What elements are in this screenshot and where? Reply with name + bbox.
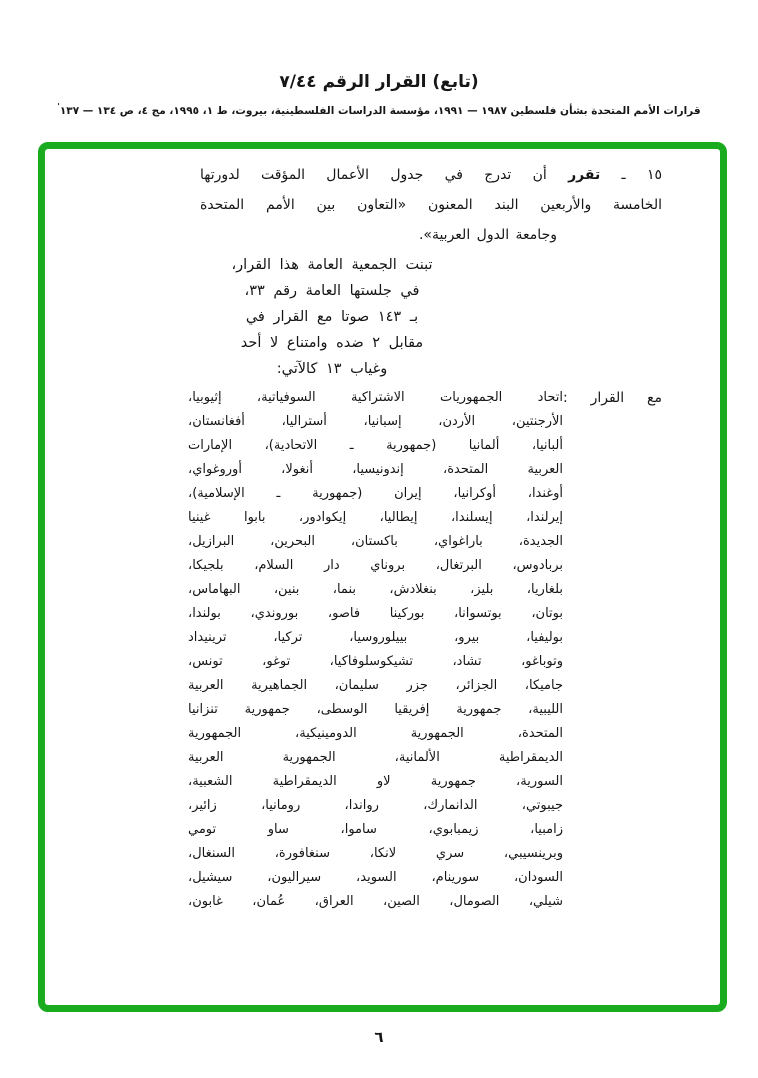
page-number: ٦ bbox=[374, 1028, 384, 1046]
text-line: الديمقراطية الألمانية، الجمهورية العربية bbox=[188, 750, 563, 765]
source-citation bbox=[0, 102, 758, 117]
clause-keyword: تقرر bbox=[568, 167, 601, 183]
text-line: مقابل ٢ ضده وامتناع لا أحد bbox=[240, 335, 424, 351]
text-line: المتحدة، الجمهورية الدومينيكية، الجمهورية bbox=[188, 726, 563, 741]
text-line: بـ ١٤٣ صوتا مع القرار في bbox=[245, 309, 419, 325]
text-line: السورية، جمهورية لاو الديمقراطية الشعبية، bbox=[188, 774, 563, 789]
clause-number: ١٥ ـ bbox=[621, 167, 662, 183]
vote-label: مع القرار : bbox=[563, 390, 662, 406]
text-line: تبنت الجمعية العامة هذا القرار، bbox=[231, 257, 433, 273]
footnote-mark: ' bbox=[57, 102, 60, 111]
text-line: جاميكا، الجزائر، جزر سليمان، الجماهيرية العربية bbox=[188, 678, 563, 693]
text-line: بربادوس، البرتغال، بروناي دار السلام، بلجيكا، bbox=[188, 558, 563, 573]
text-line: جيبوتي، الدانمارك، رواندا، رومانيا، زائير، bbox=[188, 798, 563, 813]
text-line: السودان، سورينام، السويد، سيراليون، سيشيل، bbox=[188, 870, 563, 885]
adoption-note bbox=[167, 252, 497, 382]
text-line: الجديدة، باراغواي، باكستان، البحرين، البرازيل، bbox=[188, 534, 563, 549]
text-line: إيرلندا، إيسلندا، إيطاليا، إيكوادور، بابوا غينيا bbox=[188, 510, 563, 525]
text-line: بلغاريا، بليز، بنغلادش، بنما، بنين، البهاماس، bbox=[188, 582, 563, 597]
resolution-highlight-box bbox=[38, 142, 727, 1012]
text-line: شيلي، الصومال، الصين، العراق، عُمان، غابون، bbox=[188, 894, 563, 909]
page-title: (تابع) القرار الرقم ٧/٤٤ bbox=[279, 72, 479, 92]
text-line: الأرجنتين، الأردن، إسبانيا، أستراليا، أفغانستان، bbox=[188, 414, 563, 429]
text-line: بوليفيا، بيرو، بييلوروسيا، تركيا، ترينيداد bbox=[188, 630, 563, 645]
text-line: بوتان، بوتسوانا، بوركينا فاصو، بوروندي، بولندا، bbox=[188, 606, 563, 621]
text-line: وغياب ١٣ كالآتي: bbox=[276, 361, 388, 377]
clause-text: أن تدرج في جدول الأعمال المؤقت لدورتها bbox=[200, 167, 547, 183]
text-line: اتحاد الجمهوريات الاشتراكية السوفياتية، إثيوبيا، bbox=[188, 390, 563, 405]
vote-section bbox=[45, 386, 662, 914]
clause-line-3: وجامعة الدول العربية». bbox=[418, 227, 557, 243]
clause-line-1 bbox=[200, 160, 662, 190]
text-line: زامبيا، زيمبابوي، ساموا، ساو تومي bbox=[188, 822, 563, 837]
text-line: العربية المتحدة، إندونيسيا، أنغولا، أوروغواي، bbox=[188, 462, 563, 477]
text-line: الليبية، جمهورية إفريقيا الوسطى، جمهورية تنزانيا bbox=[188, 702, 563, 717]
clause-paragraph bbox=[200, 160, 662, 250]
source-citation-text: قرارات الأمم المتحدة بشأن فلسطين ١٩٨٧ — ١٩٩١، مؤسسة الدراسات الفلسطينية، بيروت، ط ١، ١٩٩٥، مج ٤، ص ١٣٤ — ١٣٧ bbox=[59, 105, 701, 117]
clause-line-2: الخامسة والأربعين البند المعنون «التعاون بين الأمم المتحدة bbox=[200, 197, 662, 213]
vote-country-list bbox=[188, 386, 563, 914]
text-line: في جلستها العامة رقم ٣٣، bbox=[244, 283, 420, 299]
text-line: ألبانيا، ألمانيا (جمهورية ـ الاتحادية)، الإمارات bbox=[188, 438, 563, 453]
text-line: وتوباغو، تشاد، تشيكوسلوفاكيا، توغو، تونس، bbox=[188, 654, 563, 669]
text-line: وبرينسيبي، سري لانكا، سنغافورة، السنغال، bbox=[188, 846, 563, 861]
text-line: أوغندا، أوكرانيا، إيران (جمهورية ـ الإسلامية)، bbox=[188, 486, 563, 501]
